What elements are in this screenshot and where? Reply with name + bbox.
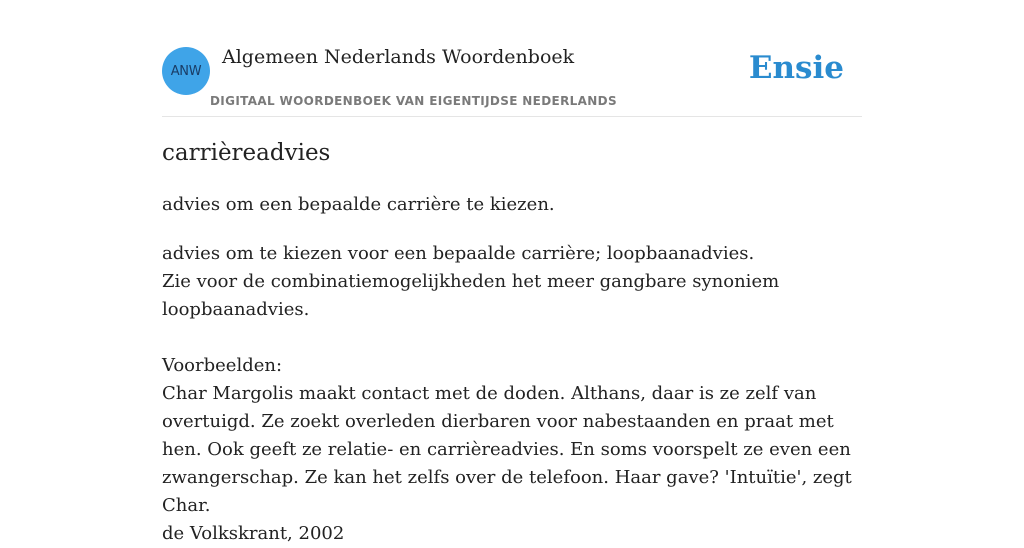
- site-subtitle: DIGITAAL WOORDENBOEK VAN EIGENTIJDSE NEDERLANDS: [210, 94, 617, 108]
- content-container: [162, 0, 862, 544]
- entry-title: carrièreadvies: [162, 140, 331, 166]
- entry-definition: advies om te kiezen voor een bepaalde carrière; loopbaanadvies.: [162, 243, 755, 264]
- examples-label: Voorbeelden:: [162, 355, 283, 376]
- ensie-brand-link[interactable]: Ensie: [748, 50, 844, 86]
- example-source: de Volkskrant, 2002: [162, 523, 345, 544]
- entry-body: [162, 240, 862, 548]
- example-text: Char Margolis maakt contact met de doden. Althans, daar is ze zelf van overtuigd. Ze zoekt overleden dierbaren voor nabestaanden en praat met hen. Ook geeft ze relatie- en carrièreadvies. En soms voorspelt ze even een zwangerschap. Ze kan het zelfs over de telefoon. Haar gave? 'Intuïtie', zegt Char.: [162, 383, 852, 516]
- spacer: [162, 324, 862, 352]
- site-header: [162, 0, 862, 117]
- entry-summary: advies om een bepaalde carrière te kiezen.: [162, 194, 555, 215]
- entry-note: Zie voor de combinatiemogelijkheden het meer gangbare synoniem loopbaanadvies.: [162, 271, 780, 320]
- anw-logo[interactable]: ANW: [162, 47, 210, 95]
- site-title[interactable]: Algemeen Nederlands Woordenboek: [222, 46, 575, 68]
